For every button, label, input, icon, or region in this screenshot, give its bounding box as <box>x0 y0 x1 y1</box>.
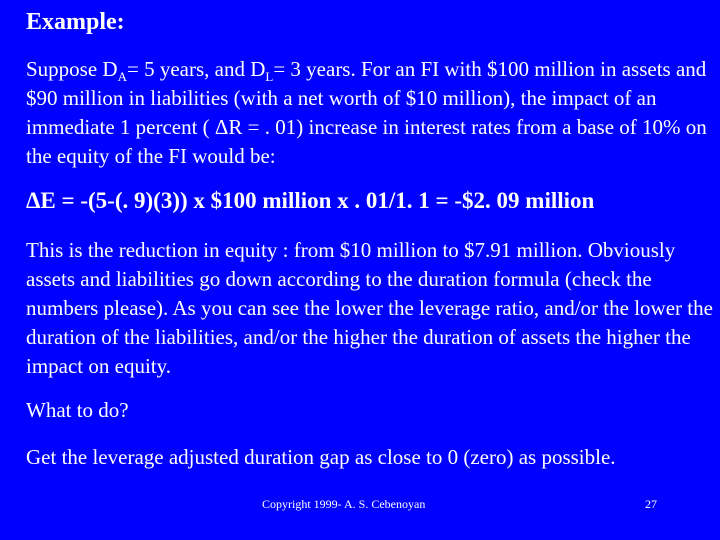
slide-title: Example: <box>26 9 125 35</box>
copyright-notice: Copyright 1999- A. S. Cebenoyan <box>262 497 426 511</box>
page-number: 27 <box>645 497 657 511</box>
subscript-l: L <box>265 69 274 85</box>
equity-change-formula: ΔE = -(5-(. 9)(3)) x $100 million x . 01/1. 1 = -$2. 09 million <box>26 188 595 213</box>
subscript-a: A <box>117 69 127 85</box>
intro-text-1: Suppose D <box>26 57 118 81</box>
intro-paragraph <box>26 55 716 171</box>
explanation-paragraph: This is the reduction in equity : from $10 million to $7.91 million. Obviously assets and liabilities go down according to the duration formula (check the numbers please). As you can see the lower the leverage ratio, and/or the lower the duration of the liabilities, and/or the higher the duration of assets the higher the impact on equity. <box>26 238 713 378</box>
question-text: What to do? <box>26 398 129 422</box>
answer-text: Get the leverage adjusted duration gap as close to 0 (zero) as possible. <box>26 445 616 469</box>
intro-text-3: = 3 years. For an FI with $100 million in assets and $90 million in liabilities (with a net worth of $10 million), the impact of an immediate 1 percent ( ΔR = . 01) increase in interest rates from a base of 10% on the equity of the FI would be: <box>26 57 707 168</box>
intro-text-2: = 5 years, and D <box>126 57 266 81</box>
